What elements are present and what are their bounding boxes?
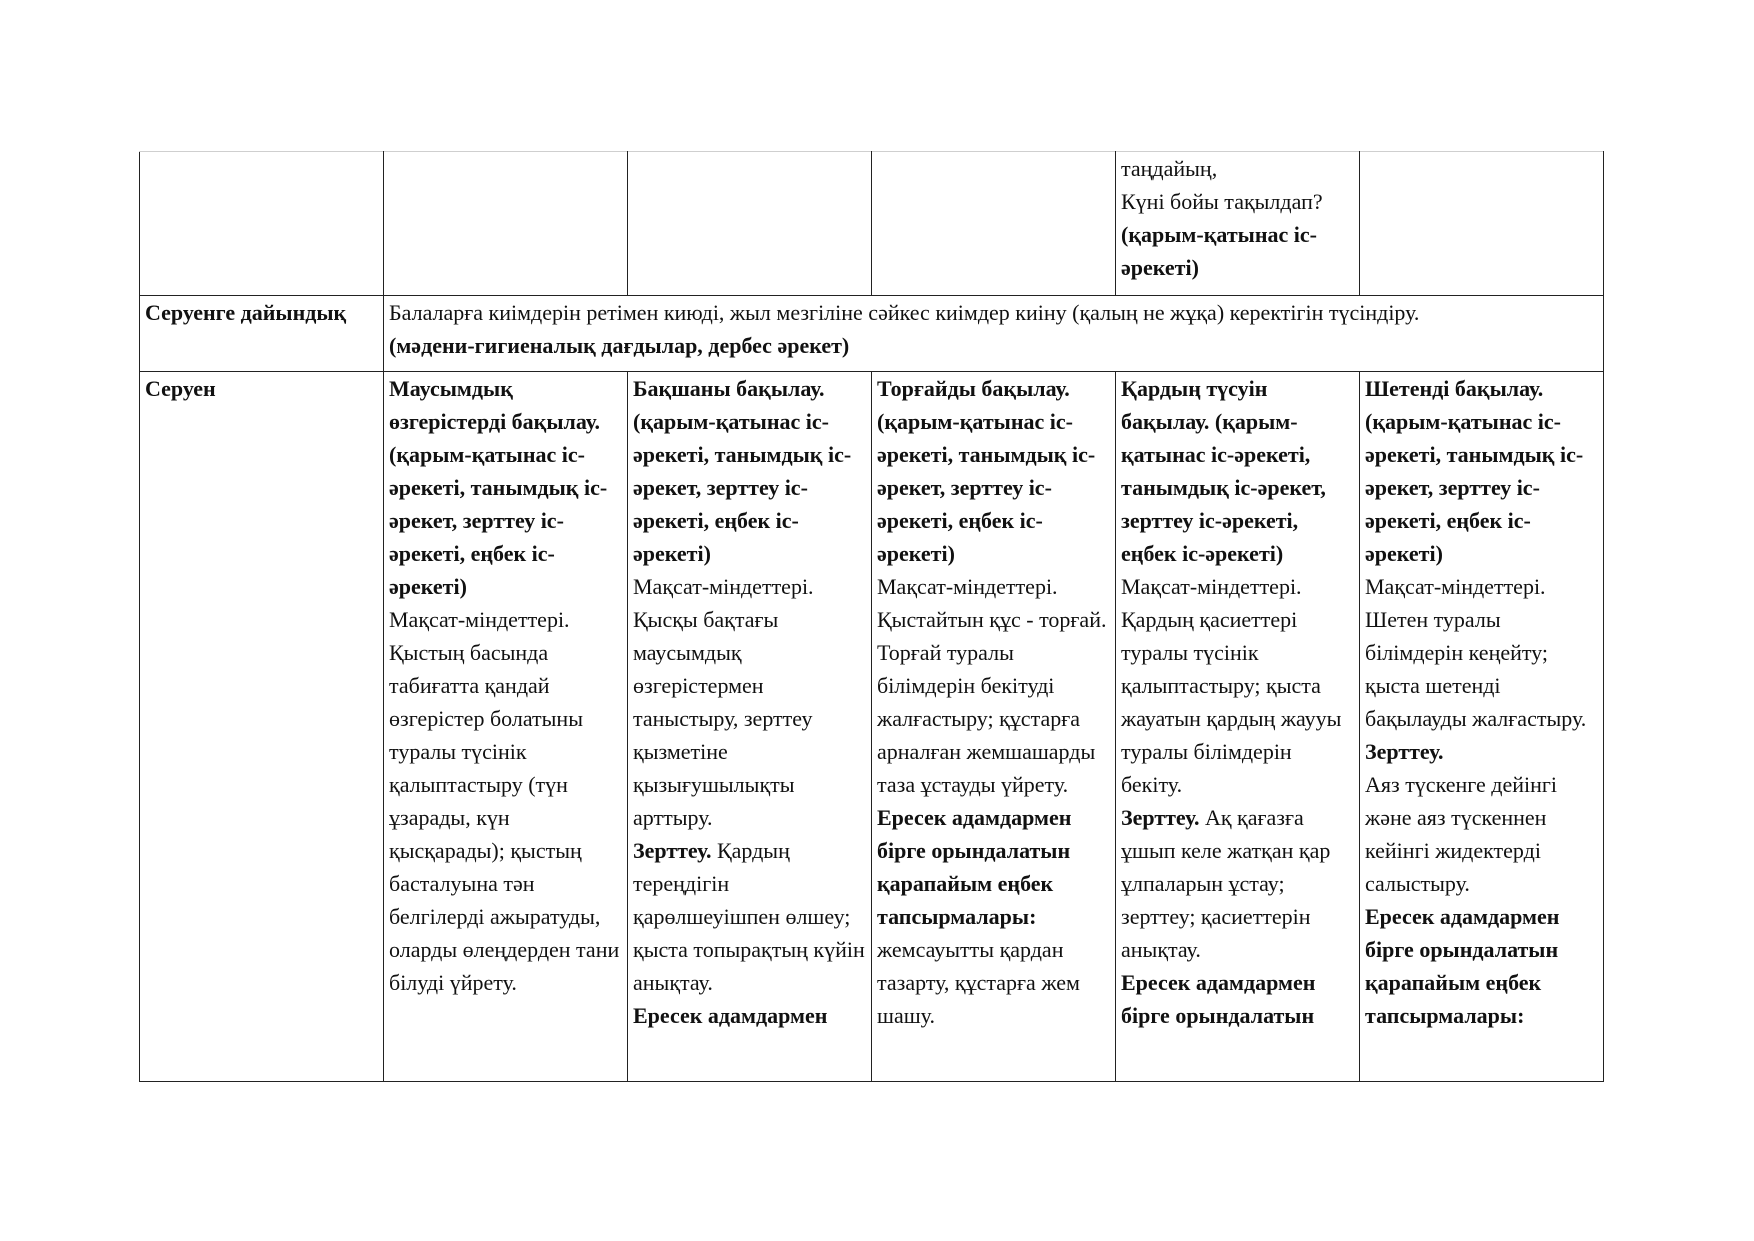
observation-title: Торғайды бақылау. (қарым-қатынас іс-әрекеті, танымдық іс-әрекет, зерттеу іс-әрекеті, еңбек іс-әрекеті): [877, 376, 1096, 566]
continuation-cell-1: [384, 152, 628, 296]
goals-text: Мақсат-міндеттері. Шетен туралы білімдерін кеңейту; қыста шетенді бақылауды жалғастыру.: [1365, 574, 1587, 731]
schedule-table: [139, 151, 1604, 1082]
observation-title: Бақшаны бақылау. (қарым-қатынас іс-әрекеті, танымдық іс-әрекет, зерттеу іс-әрекеті, еңбек іс-әрекеті): [633, 376, 852, 566]
activity-type-note: (қарым-қатынас іс-әрекеті): [1121, 222, 1317, 280]
continuation-line: таңдайың,: [1121, 156, 1218, 181]
walk-cell-2: [628, 372, 872, 1082]
observation-title: Қардың түсуін бақылау. (қарым-қатынас іс-әрекеті, танымдық іс-әрекет, зерттеу іс-әрекеті, еңбек іс-әрекеті): [1121, 376, 1326, 566]
observation-title: Шетенді бақылау. (қарым-қатынас іс-әрекеті, танымдық іс-әрекет, зерттеу іс-әрекеті, еңбек іс-әрекеті): [1365, 376, 1584, 566]
walk-cell-3: [872, 372, 1116, 1082]
labor-label: Ересек адамдармен бірге орындалатын қарапайым еңбек тапсырмалары:: [877, 805, 1072, 929]
continuation-cell-2: [628, 152, 872, 296]
continuation-cell-label: [140, 152, 384, 296]
observation-title: Маусымдық өзгерістерді бақылау. (қарым-қатынас іс-әрекеті, танымдық іс-әрекет, зерттеу іс-әрекеті, еңбек іс-әрекеті): [389, 376, 608, 599]
research-text: Ақ қағазға ұшып келе жатқан қар ұлпаларын ұстау; зерттеу; қасиеттерін анықтау.: [1121, 805, 1331, 962]
continuation-row: [140, 152, 1604, 296]
walk-preparation-content: [384, 296, 1604, 372]
row-label-walk: Серуен: [140, 372, 384, 1082]
walk-cell-4: [1116, 372, 1360, 1082]
continuation-cell-4: [1116, 152, 1360, 296]
continuation-cell-3: [872, 152, 1116, 296]
research-label: Зерттеу.: [1121, 805, 1200, 830]
continuation-line: Күні бойы тақылдап?: [1121, 189, 1323, 214]
walk-preparation-text: Балаларға киімдерін ретімен киюді, жыл мезгіліне сәйкес киімдер киіну (қалың не жұқа) керектігін түсіндіру.: [389, 300, 1420, 325]
labor-label: Ересек адамдармен бірге орындалатын қарапайым еңбек тапсырмалары:: [1365, 904, 1560, 1028]
research-label: Зерттеу.: [633, 838, 712, 863]
goals-text: Мақсат-міндеттері. Қардың қасиеттері туралы түсінік қалыптастыру; қыста жауатын қардың жаууы туралы білімдерін бекіту.: [1121, 574, 1342, 797]
labor-text: жемсауытты қардан тазарту, құстарға жем шашу.: [877, 937, 1080, 1028]
walk-preparation-row: [140, 296, 1604, 372]
labor-label: Ересек адамдармен: [633, 1003, 828, 1028]
row-label-walk-preparation: Серуенге дайындық: [140, 296, 384, 372]
labor-label: Ересек адамдармен бірге орындалатын: [1121, 970, 1316, 1028]
goals-text: Мақсат-міндеттері. Қысқы бақтағы маусымдық өзгерістермен таныстыру, зерттеу қызметіне қызығушылықты арттыру.: [633, 574, 814, 830]
walk-row: [140, 372, 1604, 1082]
goals-text: Мақсат-міндеттері. Қыстайтын құс - торғай. Торғай туралы білімдерін бекітуді жалғастыру; құстарға арналған жемшашарды таза ұстауды үйрету.: [877, 574, 1107, 797]
research-label: Зерттеу.: [1365, 739, 1444, 764]
goals-text: Мақсат-міндеттері. Қыстың басында табиғатта қандай өзгерістер болатыны туралы түсінік қалыптастыру (түн ұзарады, күн қысқарады); қыстың басталуына тән белгілерді ажыратуды, оларды өлеңдерден тани білуді үйрету.: [389, 607, 620, 995]
walk-preparation-activity-note: (мәдени-гигиеналық дағдылар, дербес әрекет): [389, 333, 850, 358]
research-text: Аяз түскенге дейінгі және аяз түскеннен кейінгі жидектерді салыстыру.: [1365, 772, 1558, 896]
research-text: Қардың тереңдігін қарөлшеуішпен өлшеу; қыста топырақтың күйін анықтау.: [633, 838, 865, 995]
walk-cell-5: [1360, 372, 1604, 1082]
continuation-cell-5: [1360, 152, 1604, 296]
walk-cell-1: [384, 372, 628, 1082]
